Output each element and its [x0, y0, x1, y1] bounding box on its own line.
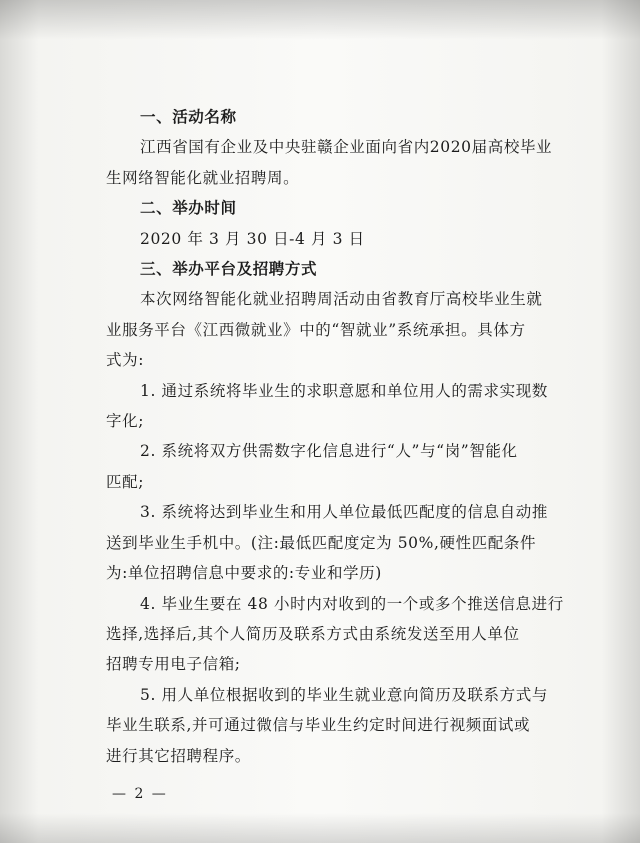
list-item-2-line: 匹配;: [106, 472, 145, 491]
scan-shadow-bottom: [0, 813, 640, 843]
list-item-5-line: 进行其它招聘程序。: [106, 746, 251, 765]
list-item-4-line: 招聘专用电子信箱;: [106, 655, 241, 674]
paragraph-line: 业服务平台《江西微就业》中的“智就业”系统承担。具体方: [106, 320, 526, 339]
paragraph-line: 生网络智能化就业招聘周。: [106, 168, 300, 187]
paragraph-line: 式为:: [106, 351, 145, 370]
list-item-2-line: 2. 系统将双方供需数字化信息进行“人”与“岗”智能化: [140, 442, 518, 461]
list-item-3-line: 送到毕业生手机中。(注:最低匹配度定为 50%,硬性匹配条件: [106, 533, 537, 552]
list-item-4-line: 4. 毕业生要在 48 小时内对收到的一个或多个推送信息进行: [140, 594, 564, 613]
list-item-5-line: 毕业生联系,并可通过微信与毕业生约定时间进行视频面试或: [106, 716, 531, 735]
page-number: — 2 —: [112, 786, 168, 802]
document-body: [106, 102, 564, 771]
section-heading-time: 二、举办时间: [140, 199, 237, 218]
paragraph-line: 本次网络智能化就业招聘周活动由省教育厅高校毕业生就: [140, 290, 543, 309]
list-item-3-line: 为:单位招聘信息中要求的:专业和学历): [106, 564, 382, 583]
section-heading-activity-name: 一、活动名称: [140, 108, 237, 126]
list-item-3-line: 3. 系统将达到毕业生和用人单位最低匹配度的信息自动推: [140, 503, 548, 522]
section-heading-platform: 三、举办平台及招聘方式: [140, 260, 318, 279]
list-item-5-line: 5. 用人单位根据收到的毕业生就业意向简历及联系方式与: [140, 685, 548, 704]
list-item-1-line: 字化;: [106, 412, 145, 431]
paragraph-line: 2020 年 3 月 30 日-4 月 3 日: [140, 229, 365, 248]
list-item-4-line: 选择,选择后,其个人简历及联系方式由系统发送至用人单位: [106, 624, 520, 643]
scan-shadow-top: [0, 0, 640, 40]
list-item-1-line: 1. 通过系统将毕业生的求职意愿和单位用人的需求实现数: [140, 381, 548, 400]
paragraph-line: 江西省国有企业及中央驻赣企业面向省内2020届高校毕业: [140, 138, 553, 157]
